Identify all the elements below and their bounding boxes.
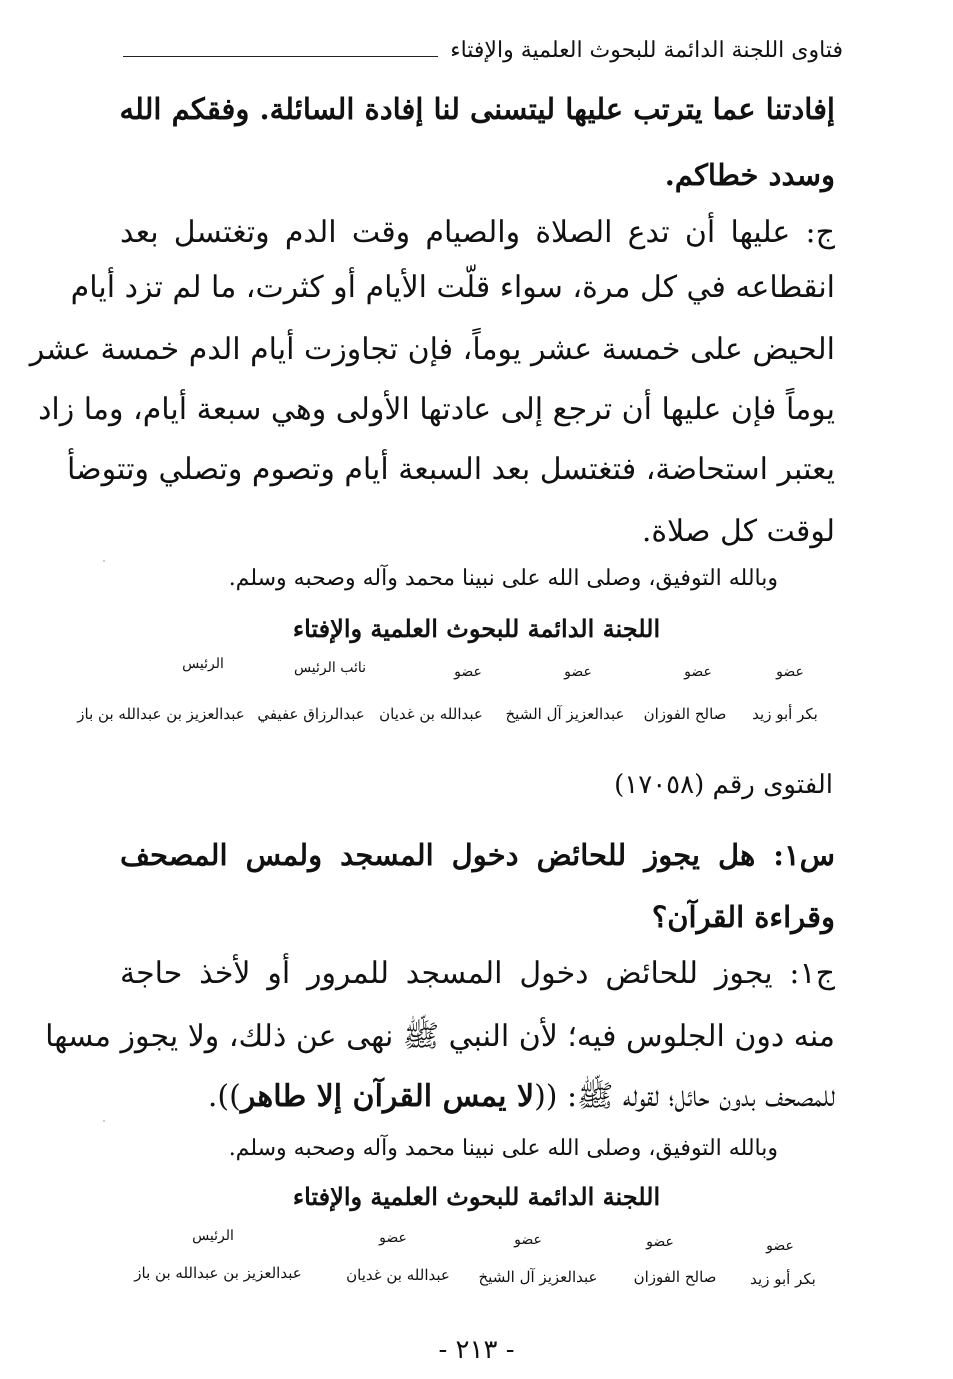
signatory-name: عبدالرزاق عفيفي	[257, 705, 365, 723]
question-line: وسدد خطاكم.	[664, 158, 835, 192]
signatory-name: عبدالعزيز بن عبدالله بن باز	[77, 705, 245, 723]
answer-line: ج١: يجوز للحائض دخول المسجد للمرور أو لأخذ حاجة	[120, 956, 835, 991]
signatory-role: نائب الرئيس	[293, 660, 367, 676]
answer-line: يوماً فإن عليها أن ترجع إلى عادتها الأولى وهي سبعة أيام، وما زاد	[38, 392, 835, 427]
signatory-role: عضو	[379, 1230, 407, 1246]
signatory-role: عضو	[564, 664, 592, 680]
margin-speck	[103, 560, 105, 562]
signatory-role: عضو	[776, 664, 804, 680]
signatory-name: بكر أبو زيد	[750, 1270, 816, 1288]
page-number: - ٢١٣ -	[438, 1335, 515, 1365]
closing-line: وبالله التوفيق، وصلى الله على نبينا محمد وآله وصحبه وسلم.	[228, 566, 778, 591]
fatwa-number: الفتوى رقم (١٧٠٥٨)	[614, 770, 833, 800]
question-line: س١: هل يجوز للحائض دخول المسجد ولمس المصحف	[120, 838, 835, 872]
answer-line: يعتبر استحاضة، فتغتسل بعد السبعة أيام وتصوم وتصلي وتتوضأ	[67, 452, 835, 487]
answer-line: ج: عليها أن تدع الصلاة والصيام وقت الدم وتغتسل بعد	[120, 215, 835, 250]
signatory-name: عبدالعزيز بن عبدالله بن باز	[134, 1264, 302, 1282]
answer-line: انقطاعه في كل مرة، سواء قلّت الأيام أو كثرت، ما لم تزد أيام	[70, 270, 835, 305]
question-line: إفادتنا عما يترتب عليها ليتسنى لنا إفادة السائلة. وفقكم الله	[119, 92, 835, 126]
signatory-name: صالح الفوزان	[643, 705, 727, 723]
signatory-role: الرئيس	[182, 656, 224, 672]
answer-line: الحيض على خمسة عشر يوماً، فإن تجاوزت أيام الدم خمسة عشر	[29, 332, 835, 367]
answer-line: منه دون الجلوس فيه؛ لأن النبي ﷺ نهى عن ذلك، ولا يجوز مسها	[45, 1019, 835, 1054]
signatory-name: عبدالله بن غديان	[346, 1266, 450, 1284]
header-rule	[123, 56, 438, 57]
committee-title: اللجنة الدائمة للبحوث العلمية والإفتاء	[292, 1182, 661, 1211]
answer-text: للمصحف بدون حائل؛ لقوله ﷺ: ((	[534, 1079, 835, 1114]
question-line: وقراءة القرآن؟	[651, 900, 835, 934]
margin-speck	[103, 1120, 105, 1122]
signatory-name: صالح الفوزان	[633, 1268, 717, 1286]
signatory-role: عضو	[454, 664, 482, 680]
answer-line	[110, 1078, 835, 1121]
signatory-role: عضو	[514, 1232, 542, 1248]
signatory-role: عضو	[646, 1234, 674, 1250]
answer-line: لوقت كل صلاة.	[641, 514, 835, 549]
signatory-role: عضو	[684, 664, 712, 680]
signatory-name: عبدالعزيز آل الشيخ	[478, 1268, 598, 1286]
committee-title: اللجنة الدائمة للبحوث العلمية والإفتاء	[292, 614, 661, 643]
signatory-name: عبدالعزيز آل الشيخ	[505, 705, 625, 723]
closing-line: وبالله التوفيق، وصلى الله على نبينا محمد وآله وصحبه وسلم.	[228, 1136, 778, 1161]
signatory-role: عضو	[766, 1238, 794, 1254]
hadith-quote: لا يمس القرآن إلا طاهر	[240, 1079, 535, 1114]
answer-text: )).	[207, 1079, 241, 1114]
signatory-name: عبدالله بن غديان	[379, 705, 483, 723]
signatory-role: الرئيس	[192, 1228, 234, 1244]
header-title: فتاوى اللجنة الدائمة للبحوث العلمية والإفتاء	[450, 37, 843, 63]
running-header	[123, 30, 843, 70]
signatory-name: بكر أبو زيد	[752, 705, 818, 723]
